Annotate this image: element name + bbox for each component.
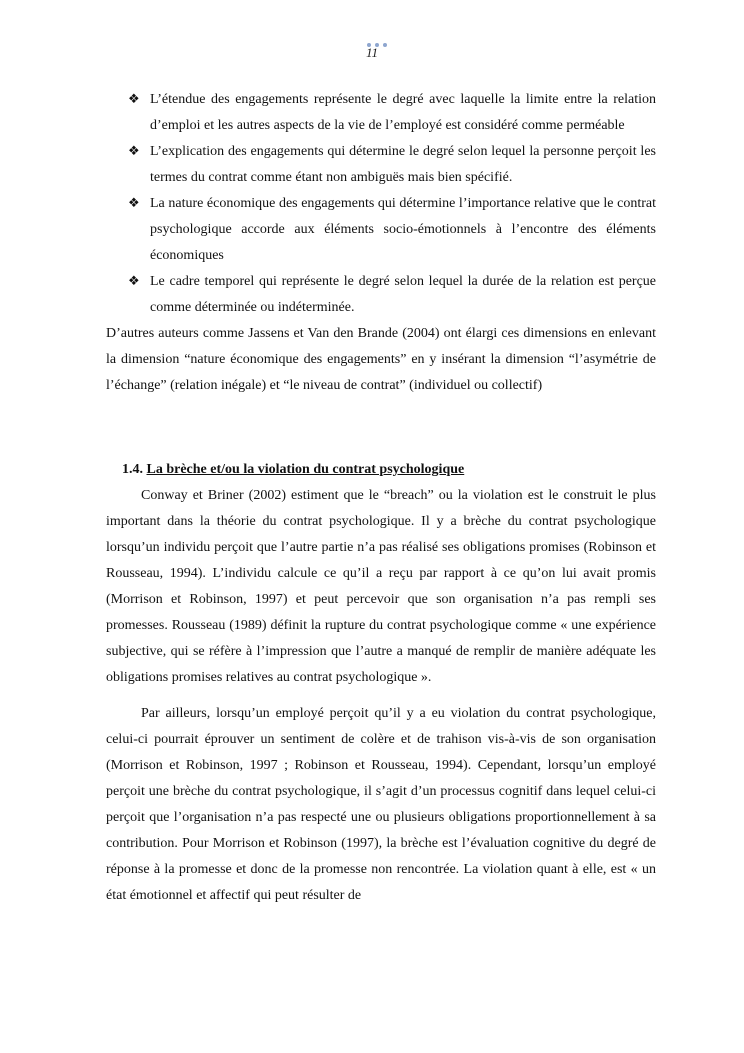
diamond-bullet-icon: ❖ [128, 144, 140, 159]
diamond-bullet-icon: ❖ [128, 196, 140, 211]
page-number: 11 [365, 45, 379, 60]
document-body [106, 87, 656, 909]
section-heading [106, 457, 656, 483]
list-item [106, 269, 656, 321]
list-item-text: Le cadre temporel qui représente le degré selon lequel la durée de la relation est perçue comme déterminée ou indéterminée. [150, 274, 656, 315]
list-item-text: L’étendue des engagements représente le degré avec laquelle la limite entre la relation d’emploi et les autres aspects de la vie de l’employé est considéré comme perméable [150, 92, 656, 133]
section-title: La brèche et/ou la violation du contrat psychologique [146, 462, 465, 477]
body-paragraph: Par ailleurs, lorsqu’un employé perçoit qu’il y a eu violation du contrat psychologique, celui-ci pourrait éprouver un sentiment de colère et de trahison vis-à-vis de son organisation (Morrison et Robinson, 1997 ; Robinson et Rousseau, 1994). Cependant, lorsqu’un employé perçoit une brèche du contrat psychologique, il s’agit d’un processus cognitif dans lequel celui-ci perçoit que l’organisation n’a pas respecté une ou plusieurs obligations proportionnellement à sa contribution. Pour Morrison et Robinson (1997), la brèche est l’évaluation cognitive du degré de réponse à la promesse et donc de la promesse non rencontrée. La violation quant à elle, est « un état émotionnel et affectif qui peut résulter de [106, 706, 656, 903]
diamond-bullet-icon: ❖ [128, 274, 140, 289]
bullet-list [106, 87, 656, 321]
list-item [106, 87, 656, 139]
body-paragraph: Conway et Briner (2002) estiment que le “breach” ou la violation est le construit le plus important dans la théorie du contrat psychologique. Il y a brèche du contrat psychologique lorsqu’un individu perçoit que l’autre partie n’a pas réalisé ses obligations promises (Robinson et Rousseau, 1994). L’individu calcule ce qu’il a reçu par rapport à ce qu’on lui avait promis (Morrison et Robinson, 1997) et peut percevoir que son organisation n’a pas rempli ses promesses. Rousseau (1989) définit la rupture du contrat psychologique comme « une expérience subjective, qui se réfère à l’impression que l’autre a manqué de remplir de manière adéquate les obligations promises relatives au contrat psychologique ». [106, 488, 656, 685]
section-number: 1.4. [122, 462, 143, 477]
page-header [0, 38, 744, 62]
diamond-bullet-icon: ❖ [128, 92, 140, 107]
intro-paragraph: D’autres auteurs comme Jassens et Van den Brande (2004) ont élargi ces dimensions en enlevant la dimension “nature économique des engagements” en y insérant la dimension “l’asymétrie de l’échange” (relation inégale) et “le niveau de contrat” (individuel ou collectif) [106, 326, 656, 393]
list-item [106, 139, 656, 191]
list-item-text: La nature économique des engagements qui détermine l’importance relative que le contrat psychologique accorde aux éléments socio-émotionnels à l’encontre des éléments économiques [150, 196, 656, 263]
list-item-text: L’explication des engagements qui détermine le degré selon lequel la personne perçoit les termes du contrat comme étant non ambiguës mais bien spécifié. [150, 144, 656, 185]
list-item [106, 191, 656, 269]
